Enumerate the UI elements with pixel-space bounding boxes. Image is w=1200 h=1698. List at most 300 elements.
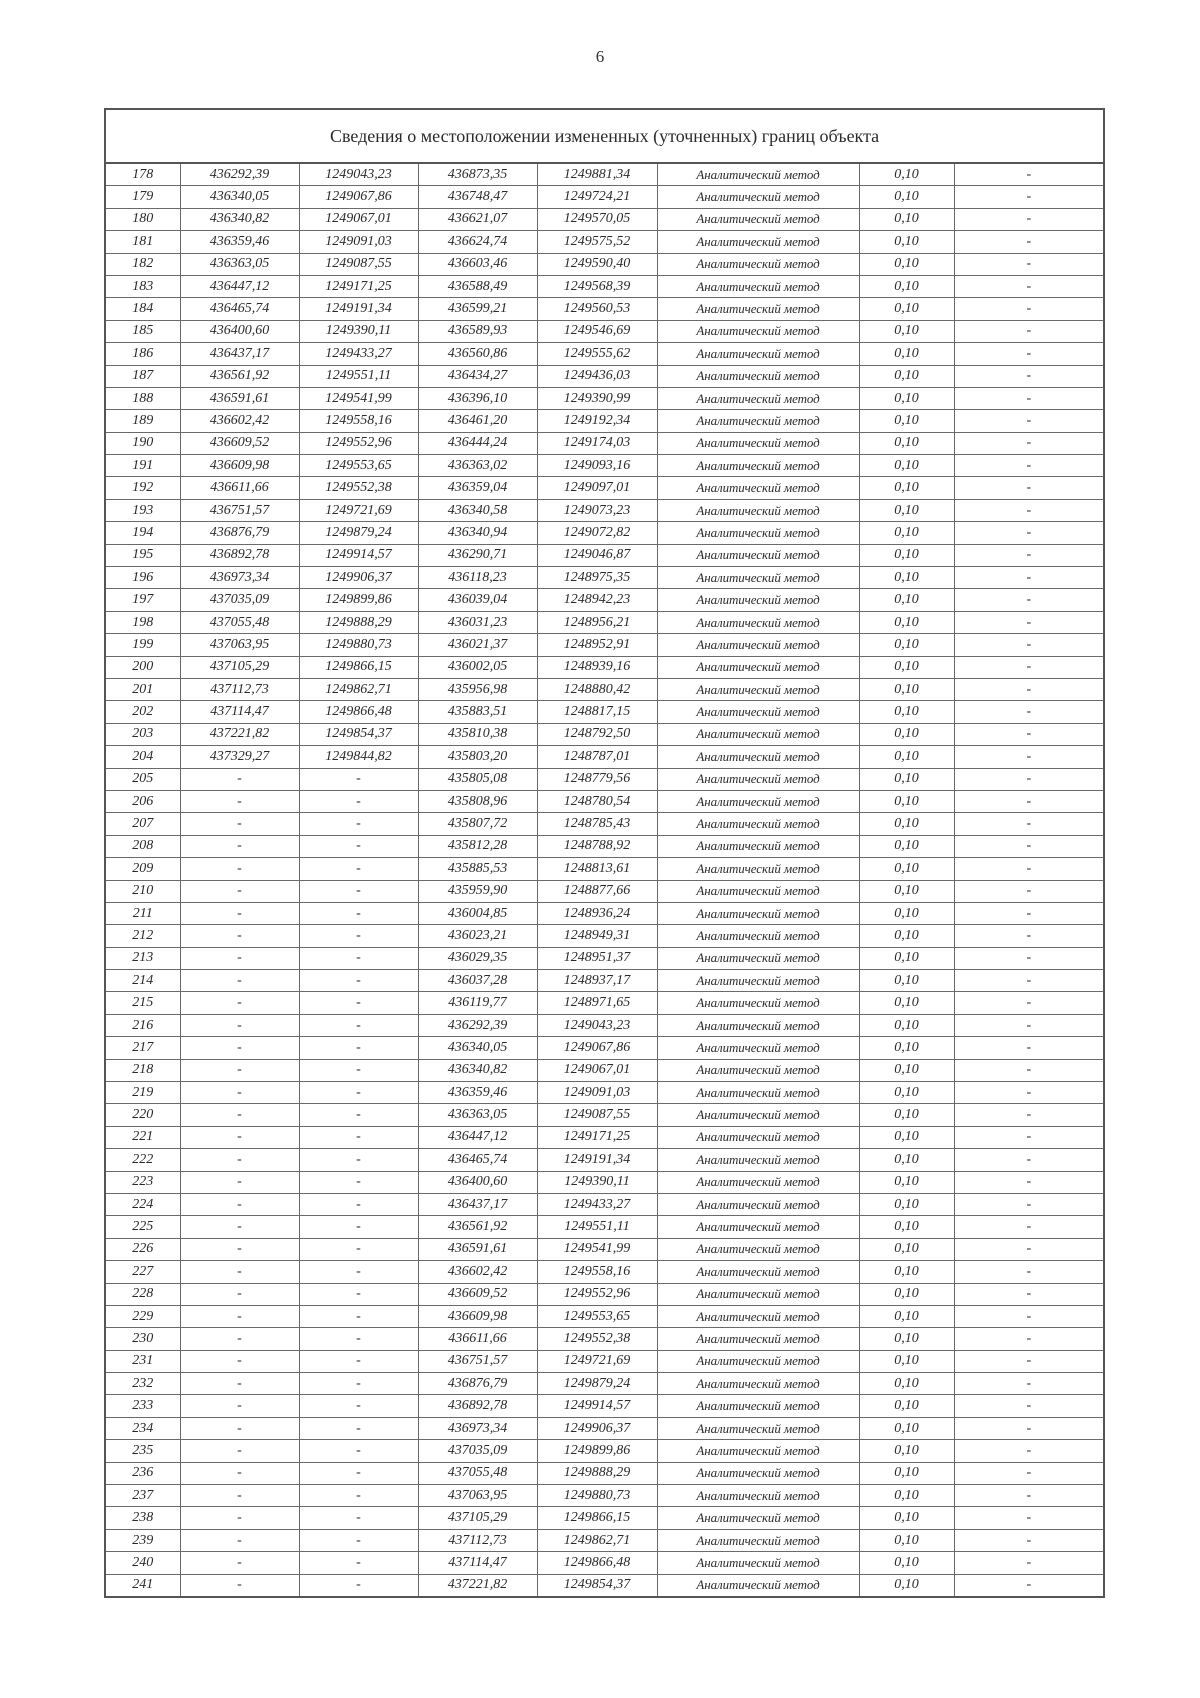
table-row [105,970,1104,992]
table-row [105,499,1104,521]
cell-note: - [954,1171,1104,1193]
cell-accuracy: 0,10 [859,275,954,297]
cell-old-y: 1249854,37 [299,723,418,745]
cell-accuracy: 0,10 [859,410,954,432]
cell-point-number: 191 [105,455,180,477]
cell-old-y: - [299,1529,418,1551]
cell-old-x: - [180,1305,299,1327]
cell-method: Аналитический метод [657,1574,859,1597]
cell-new-x: 436004,85 [418,902,537,924]
cell-new-x: 435883,51 [418,701,537,723]
cell-old-x: 436359,46 [180,231,299,253]
cell-old-x: - [180,925,299,947]
cell-point-number: 213 [105,947,180,969]
cell-accuracy: 0,10 [859,1104,954,1126]
cell-new-y: 1249067,86 [537,1037,657,1059]
table-row [105,343,1104,365]
cell-old-x: 437105,29 [180,656,299,678]
cell-accuracy: 0,10 [859,343,954,365]
table-row [105,925,1104,947]
cell-accuracy: 0,10 [859,790,954,812]
cell-accuracy: 0,10 [859,208,954,230]
cell-old-x: 436751,57 [180,499,299,521]
cell-note: - [954,902,1104,924]
cell-new-y: 1249590,40 [537,253,657,275]
cell-new-y: 1249914,57 [537,1395,657,1417]
table-title-row [105,109,1104,163]
cell-accuracy: 0,10 [859,880,954,902]
cell-new-y: 1249721,69 [537,1350,657,1372]
cell-old-y: 1249879,24 [299,522,418,544]
cell-note: - [954,544,1104,566]
cell-point-number: 231 [105,1350,180,1372]
cell-old-y: - [299,1149,418,1171]
cell-accuracy: 0,10 [859,634,954,656]
cell-old-y: - [299,1261,418,1283]
table-row [105,163,1104,186]
cell-note: - [954,567,1104,589]
cell-method: Аналитический метод [657,1238,859,1260]
cell-point-number: 210 [105,880,180,902]
table-row [105,723,1104,745]
cell-new-x: 435959,90 [418,880,537,902]
cell-new-y: 1249866,15 [537,1507,657,1529]
cell-old-x: 436609,52 [180,432,299,454]
cell-new-x: 436609,98 [418,1305,537,1327]
cell-accuracy: 0,10 [859,1507,954,1529]
cell-new-x: 436290,71 [418,544,537,566]
cell-new-y: 1248942,23 [537,589,657,611]
cell-method: Аналитический метод [657,1104,859,1126]
table-row [105,365,1104,387]
cell-accuracy: 0,10 [859,1014,954,1036]
cell-accuracy: 0,10 [859,1328,954,1350]
cell-method: Аналитический метод [657,880,859,902]
cell-accuracy: 0,10 [859,1216,954,1238]
cell-old-x: 436447,12 [180,275,299,297]
cell-old-y: 1249862,71 [299,678,418,700]
cell-old-x: 436602,42 [180,410,299,432]
cell-old-x: 437114,47 [180,701,299,723]
cell-note: - [954,768,1104,790]
cell-old-y: - [299,1193,418,1215]
table-row [105,410,1104,432]
cell-new-y: 1249072,82 [537,522,657,544]
table-row [105,231,1104,253]
cell-accuracy: 0,10 [859,1350,954,1372]
table-row [105,880,1104,902]
cell-accuracy: 0,10 [859,947,954,969]
cell-new-x: 436748,47 [418,186,537,208]
cell-method: Аналитический метод [657,432,859,454]
cell-new-x: 435807,72 [418,813,537,835]
cell-new-x: 435885,53 [418,858,537,880]
cell-note: - [954,1261,1104,1283]
cell-note: - [954,477,1104,499]
cell-new-x: 436023,21 [418,925,537,947]
cell-note: - [954,611,1104,633]
table-row [105,746,1104,768]
cell-old-x: - [180,835,299,857]
cell-old-x: - [180,970,299,992]
cell-note: - [954,163,1104,186]
table-row [105,835,1104,857]
cell-point-number: 188 [105,387,180,409]
table-row [105,1126,1104,1148]
cell-accuracy: 0,10 [859,1082,954,1104]
cell-new-x: 436021,37 [418,634,537,656]
cell-point-number: 179 [105,186,180,208]
cell-method: Аналитический метод [657,858,859,880]
cell-note: - [954,253,1104,275]
cell-point-number: 212 [105,925,180,947]
table-row [105,320,1104,342]
cell-method: Аналитический метод [657,253,859,275]
cell-accuracy: 0,10 [859,858,954,880]
cell-method: Аналитический метод [657,231,859,253]
cell-new-y: 1249097,01 [537,477,657,499]
cell-old-y: - [299,1417,418,1439]
cell-old-x: - [180,1082,299,1104]
cell-old-y: 1249558,16 [299,410,418,432]
cell-note: - [954,1059,1104,1081]
table-row [105,611,1104,633]
cell-accuracy: 0,10 [859,1462,954,1484]
cell-point-number: 223 [105,1171,180,1193]
cell-new-x: 436396,10 [418,387,537,409]
cell-accuracy: 0,10 [859,1440,954,1462]
cell-old-y: - [299,768,418,790]
cell-point-number: 199 [105,634,180,656]
cell-old-y: - [299,925,418,947]
cell-method: Аналитический метод [657,970,859,992]
table-row [105,1261,1104,1283]
cell-accuracy: 0,10 [859,298,954,320]
cell-point-number: 219 [105,1082,180,1104]
cell-new-x: 436039,04 [418,589,537,611]
cell-accuracy: 0,10 [859,1485,954,1507]
cell-method: Аналитический метод [657,947,859,969]
cell-new-x: 436892,78 [418,1395,537,1417]
cell-new-x: 435810,38 [418,723,537,745]
table-title: Сведения о местоположении измененных (уточненных) границ объекта [105,109,1104,163]
cell-point-number: 232 [105,1373,180,1395]
cell-old-y: - [299,970,418,992]
cell-old-x: 436437,17 [180,343,299,365]
cell-note: - [954,522,1104,544]
cell-new-y: 1248779,56 [537,768,657,790]
table-row [105,544,1104,566]
table-row [105,1216,1104,1238]
cell-new-y: 1249879,24 [537,1373,657,1395]
cell-point-number: 216 [105,1014,180,1036]
cell-method: Аналитический метод [657,1082,859,1104]
cell-old-y: - [299,1283,418,1305]
cell-old-y: 1249553,65 [299,455,418,477]
cell-old-x: 436465,74 [180,298,299,320]
cell-point-number: 186 [105,343,180,365]
cell-old-y: - [299,1328,418,1350]
cell-old-y: - [299,1126,418,1148]
cell-new-y: 1249866,48 [537,1552,657,1574]
cell-new-y: 1249854,37 [537,1574,657,1597]
table-row [105,790,1104,812]
table-row [105,1037,1104,1059]
cell-old-x: 436400,60 [180,320,299,342]
cell-old-y: - [299,1440,418,1462]
table-row [105,387,1104,409]
table-row [105,1395,1104,1417]
cell-new-y: 1249436,03 [537,365,657,387]
cell-note: - [954,970,1104,992]
cell-accuracy: 0,10 [859,1037,954,1059]
cell-old-y: - [299,835,418,857]
cell-new-y: 1249862,71 [537,1529,657,1551]
cell-method: Аналитический метод [657,1305,859,1327]
table-row [105,858,1104,880]
cell-new-y: 1248813,61 [537,858,657,880]
cell-old-y: - [299,1395,418,1417]
cell-new-x: 436292,39 [418,1014,537,1036]
cell-note: - [954,1552,1104,1574]
cell-point-number: 226 [105,1238,180,1260]
cell-method: Аналитический метод [657,678,859,700]
table-row [105,432,1104,454]
cell-point-number: 196 [105,567,180,589]
cell-old-x: - [180,1350,299,1372]
cell-old-y: - [299,1037,418,1059]
cell-note: - [954,1485,1104,1507]
cell-accuracy: 0,10 [859,544,954,566]
cell-old-y: 1249552,38 [299,477,418,499]
cell-method: Аналитический метод [657,701,859,723]
cell-point-number: 215 [105,992,180,1014]
cell-new-x: 436602,42 [418,1261,537,1283]
cell-method: Аналитический метод [657,365,859,387]
cell-note: - [954,947,1104,969]
table-row [105,455,1104,477]
cell-new-y: 1248780,54 [537,790,657,812]
cell-point-number: 193 [105,499,180,521]
cell-old-y: 1249091,03 [299,231,418,253]
cell-accuracy: 0,10 [859,589,954,611]
table-row [105,1149,1104,1171]
cell-note: - [954,925,1104,947]
cell-new-x: 436340,05 [418,1037,537,1059]
cell-accuracy: 0,10 [859,970,954,992]
cell-old-y: 1249541,99 [299,387,418,409]
cell-point-number: 229 [105,1305,180,1327]
cell-point-number: 218 [105,1059,180,1081]
cell-new-x: 436437,17 [418,1193,537,1215]
cell-point-number: 206 [105,790,180,812]
cell-old-x: 436611,66 [180,477,299,499]
cell-point-number: 224 [105,1193,180,1215]
cell-note: - [954,835,1104,857]
cell-accuracy: 0,10 [859,678,954,700]
cell-old-y: - [299,1350,418,1372]
table-row [105,1193,1104,1215]
cell-old-y: 1249067,01 [299,208,418,230]
cell-point-number: 214 [105,970,180,992]
cell-old-x: - [180,992,299,1014]
cell-new-x: 436589,93 [418,320,537,342]
cell-new-x: 437063,95 [418,1485,537,1507]
cell-old-x: - [180,1149,299,1171]
cell-note: - [954,813,1104,835]
cell-old-y: - [299,1485,418,1507]
table-row [105,1485,1104,1507]
cell-new-x: 436359,46 [418,1082,537,1104]
cell-old-y: - [299,1171,418,1193]
cell-new-y: 1249880,73 [537,1485,657,1507]
cell-old-x: - [180,947,299,969]
cell-old-y: - [299,858,418,880]
cell-note: - [954,275,1104,297]
cell-method: Аналитический метод [657,1552,859,1574]
cell-note: - [954,1216,1104,1238]
cell-accuracy: 0,10 [859,499,954,521]
cell-method: Аналитический метод [657,1171,859,1193]
cell-old-x: - [180,1529,299,1551]
cell-method: Аналитический метод [657,992,859,1014]
cell-new-x: 436037,28 [418,970,537,992]
cell-new-y: 1249043,23 [537,1014,657,1036]
cell-old-x: 437063,95 [180,634,299,656]
cell-accuracy: 0,10 [859,925,954,947]
cell-accuracy: 0,10 [859,455,954,477]
cell-point-number: 230 [105,1328,180,1350]
cell-accuracy: 0,10 [859,365,954,387]
table-row [105,298,1104,320]
cell-old-y: 1249844,82 [299,746,418,768]
cell-accuracy: 0,10 [859,1149,954,1171]
cell-new-y: 1249724,21 [537,186,657,208]
cell-old-x: - [180,1014,299,1036]
cell-note: - [954,1014,1104,1036]
cell-note: - [954,1238,1104,1260]
cell-old-x: - [180,1216,299,1238]
cell-old-y: 1249433,27 [299,343,418,365]
cell-old-y: 1249899,86 [299,589,418,611]
cell-new-x: 436340,82 [418,1059,537,1081]
cell-new-y: 1248817,15 [537,701,657,723]
cell-method: Аналитический метод [657,320,859,342]
cell-new-y: 1248787,01 [537,746,657,768]
cell-accuracy: 0,10 [859,1193,954,1215]
cell-old-x: 436591,61 [180,387,299,409]
cell-accuracy: 0,10 [859,1373,954,1395]
table-row [105,1552,1104,1574]
cell-point-number: 180 [105,208,180,230]
cell-new-x: 436002,05 [418,656,537,678]
cell-old-x: 437112,73 [180,678,299,700]
cell-note: - [954,1305,1104,1327]
cell-note: - [954,387,1104,409]
cell-method: Аналитический метод [657,410,859,432]
cell-note: - [954,1507,1104,1529]
cell-old-x: - [180,1485,299,1507]
cell-old-y: - [299,790,418,812]
cell-method: Аналитический метод [657,1440,859,1462]
cell-note: - [954,678,1104,700]
cell-old-y: - [299,992,418,1014]
cell-old-y: 1249866,48 [299,701,418,723]
cell-accuracy: 0,10 [859,835,954,857]
cell-new-x: 435812,28 [418,835,537,857]
cell-new-x: 436447,12 [418,1126,537,1148]
cell-point-number: 202 [105,701,180,723]
cell-accuracy: 0,10 [859,723,954,745]
cell-new-y: 1249390,11 [537,1171,657,1193]
cell-new-y: 1248877,66 [537,880,657,902]
cell-new-y: 1248937,17 [537,970,657,992]
cell-note: - [954,320,1104,342]
cell-new-y: 1249552,96 [537,1283,657,1305]
cell-point-number: 187 [105,365,180,387]
cell-new-x: 436434,27 [418,365,537,387]
cell-new-x: 437105,29 [418,1507,537,1529]
cell-new-y: 1248880,42 [537,678,657,700]
table-row [105,1082,1104,1104]
cell-accuracy: 0,10 [859,320,954,342]
cell-new-y: 1249067,01 [537,1059,657,1081]
cell-old-x: 436892,78 [180,544,299,566]
cell-point-number: 221 [105,1126,180,1148]
cell-accuracy: 0,10 [859,701,954,723]
cell-new-y: 1248975,35 [537,567,657,589]
table-row [105,1373,1104,1395]
cell-new-y: 1248939,16 [537,656,657,678]
cell-new-x: 436588,49 [418,275,537,297]
cell-method: Аналитический метод [657,1529,859,1551]
cell-method: Аналитический метод [657,1149,859,1171]
cell-new-y: 1249551,11 [537,1216,657,1238]
table-row [105,1171,1104,1193]
cell-point-number: 184 [105,298,180,320]
cell-old-x: - [180,1126,299,1148]
cell-old-x: - [180,1373,299,1395]
cell-method: Аналитический метод [657,790,859,812]
cell-new-y: 1249568,39 [537,275,657,297]
table-row [105,1574,1104,1597]
cell-old-y: - [299,1059,418,1081]
cell-new-x: 436603,46 [418,253,537,275]
cell-new-x: 436363,05 [418,1104,537,1126]
cell-accuracy: 0,10 [859,522,954,544]
cell-point-number: 209 [105,858,180,880]
cell-old-y: 1249888,29 [299,611,418,633]
cell-new-y: 1248952,91 [537,634,657,656]
table-row [105,275,1104,297]
cell-point-number: 198 [105,611,180,633]
cell-new-x: 436591,61 [418,1238,537,1260]
cell-old-x: - [180,1574,299,1597]
cell-new-x: 436873,35 [418,163,537,186]
cell-old-x: - [180,768,299,790]
cell-old-x: - [180,1037,299,1059]
cell-new-y: 1249558,16 [537,1261,657,1283]
cell-new-x: 436031,23 [418,611,537,633]
cell-new-y: 1249906,37 [537,1417,657,1439]
cell-old-x: - [180,1395,299,1417]
cell-note: - [954,701,1104,723]
cell-point-number: 189 [105,410,180,432]
cell-old-x: - [180,1328,299,1350]
cell-new-y: 1249091,03 [537,1082,657,1104]
cell-method: Аналитический метод [657,275,859,297]
cell-new-x: 436611,66 [418,1328,537,1350]
